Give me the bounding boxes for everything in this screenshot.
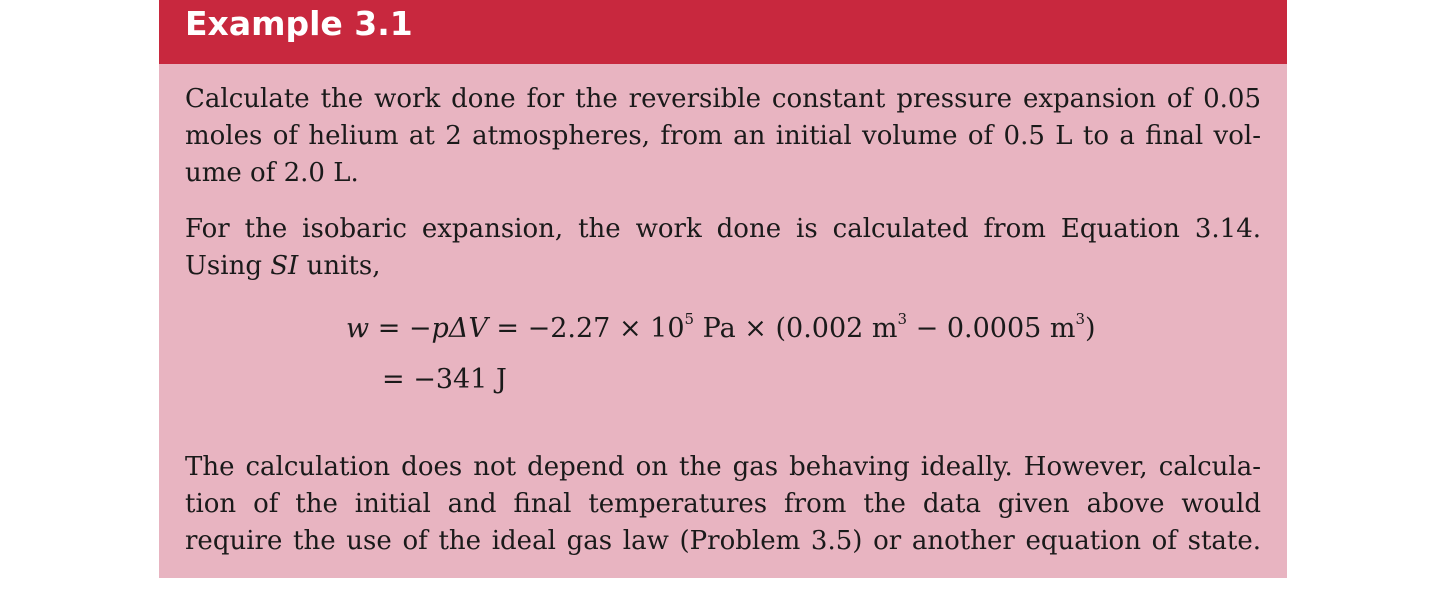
example-title: Example 3.1 xyxy=(185,4,413,43)
eq-exp-3a: 3 xyxy=(897,310,908,328)
eq-w: w xyxy=(346,313,370,344)
conclusion-line-1: The calculation does not depend on the gas behaving ideally. However, calcula- xyxy=(185,452,1261,482)
eq-part-b: = −2.27 × 10 xyxy=(487,313,685,344)
solution-intro xyxy=(185,211,1261,285)
eq-part-e: ) xyxy=(1085,313,1096,344)
problem-line-3: ume of 2.0 L. xyxy=(185,158,359,188)
problem-statement xyxy=(185,81,1261,192)
problem-line-1: Calculate the work done for the reversible constant pressure expansion of 0.05 xyxy=(185,84,1261,114)
example-box xyxy=(159,0,1287,578)
eq-exp-5: 5 xyxy=(684,310,695,328)
example-header xyxy=(159,0,1287,64)
solution-line-1: For the isobaric expansion, the work done is calculated from Equation 3.14. xyxy=(185,214,1261,244)
solution-line-2 xyxy=(185,248,1261,285)
eq-part-c: Pa × (0.002 m xyxy=(694,313,898,344)
eq-part-a: = − xyxy=(369,313,432,344)
solution-line-2-suffix: units, xyxy=(298,251,381,281)
equation-line-2: = −341 J xyxy=(382,364,507,395)
solution-line-2-prefix: Using xyxy=(185,251,271,281)
si-italic: SI xyxy=(270,251,299,281)
eq-exp-3b: 3 xyxy=(1075,310,1086,328)
problem-line-2: moles of helium at 2 atmospheres, from an initial volume of 0.5 L to a final vol- xyxy=(185,121,1261,151)
eq-p-delta-v: pΔV xyxy=(431,313,488,344)
conclusion-line-3: require the use of the ideal gas law (Problem 3.5) or another equation of state. xyxy=(185,526,1261,556)
equation-line-1 xyxy=(346,310,1096,344)
conclusion-line-2: tion of the initial and final temperatures from the data given above would xyxy=(185,489,1261,519)
eq-part-d: − 0.0005 m xyxy=(907,313,1076,344)
conclusion xyxy=(185,449,1261,560)
